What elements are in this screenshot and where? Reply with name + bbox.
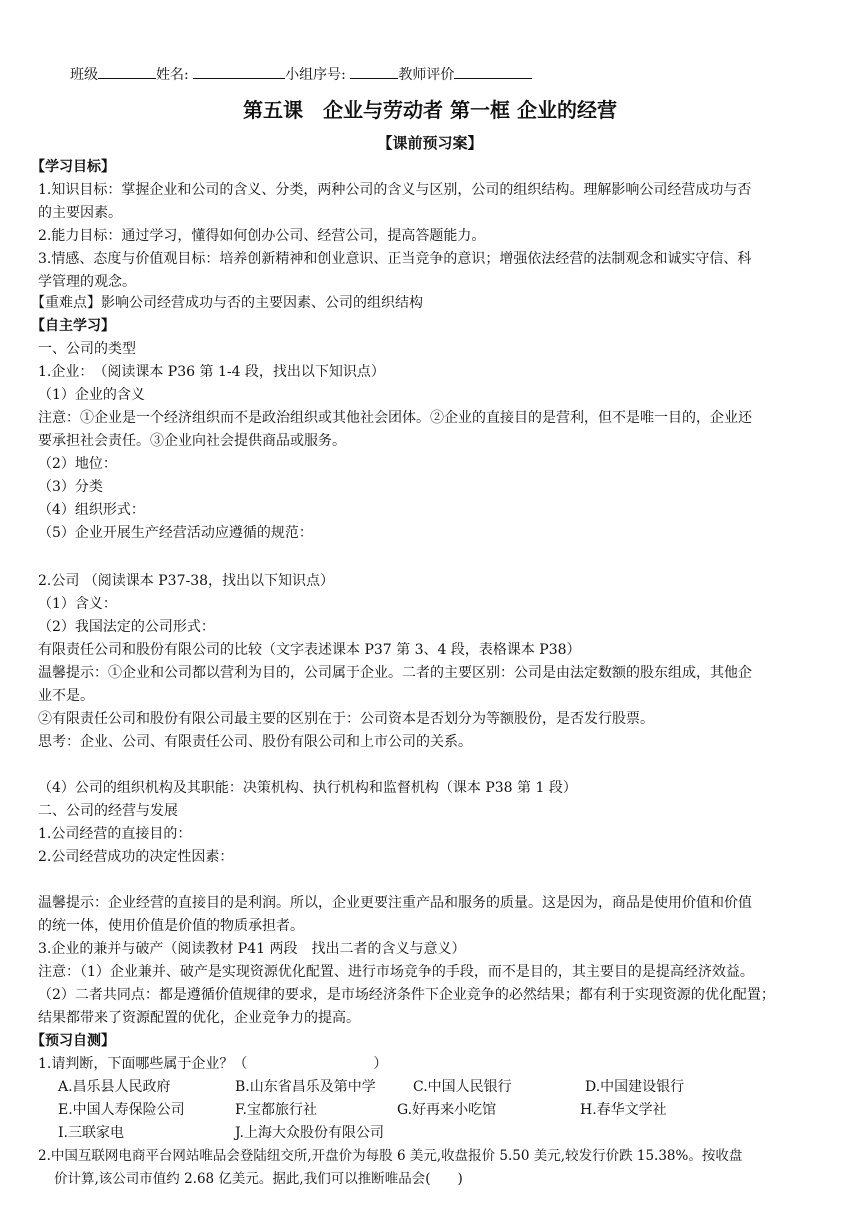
teacher-blank[interactable] bbox=[454, 64, 532, 79]
text-line: 【重难点】影响公司经营成功与否的主要因素、公司的组织结构 bbox=[31, 295, 423, 311]
text-line: （2）二者共同点：都是遵循价值规律的要求，是市场经济条件下企业竞争的必然结果；都有利于实现资源的优化配置； bbox=[38, 987, 775, 1003]
page-subtitle: 【课前预习案】 bbox=[377, 134, 483, 152]
option-j: J.上海大众股份有限公司 bbox=[235, 1125, 384, 1141]
text-line: 学管理的观念。 bbox=[38, 274, 136, 290]
text-line: 1.公司经营的直接目的： bbox=[38, 826, 192, 842]
text-line: （2）地位： bbox=[38, 456, 117, 472]
question-2-line: 2.中国互联网电商平台网站唯品会登陆纽交所,开盘价为每股 6 美元,收盘报价 5.50 美元,较发行价跌 15.38%。按收盘 bbox=[38, 1148, 743, 1164]
text-line: 要承担社会责任。③企业向社会提供商品或服务。 bbox=[38, 433, 346, 449]
page-title: 第五课 企业与劳动者 第一框 企业的经营 bbox=[243, 98, 617, 122]
class-blank[interactable] bbox=[98, 64, 156, 79]
option-d: D.中国建设银行 bbox=[585, 1079, 685, 1095]
option-b: B.山东省昌乐及第中学 bbox=[235, 1079, 376, 1095]
text-line: 结果都带来了资源配置的优化，企业竞争力的提高。 bbox=[38, 1010, 360, 1026]
text-line: 3.企业的兼并与破产（阅读教材 P41 两段 找出二者的含义与意义） bbox=[38, 941, 466, 957]
text-line: 二、公司的经营与发展 bbox=[38, 803, 178, 819]
question-2-line: 价计算,该公司市值约 2.68 亿美元。据此,我们可以推断唯品会( ) bbox=[54, 1171, 463, 1187]
option-c: C.中国人民银行 bbox=[413, 1079, 512, 1095]
text-line: （2）我国法定的公司形式： bbox=[38, 619, 215, 635]
option-i: I.三联家电 bbox=[58, 1125, 124, 1141]
option-a: A.昌乐县人民政府 bbox=[58, 1079, 171, 1095]
text-line: 3.情感、态度与价值观目标：培养创新精神和创业意识、正当竞争的意识；增强依法经营的法制观念和诚实守信、科 bbox=[38, 251, 752, 267]
student-info-header bbox=[70, 64, 532, 85]
text-line: （3）分类 bbox=[38, 479, 103, 495]
text-line: 1.知识目标：掌握企业和公司的含义、分类，两种公司的含义与区别，公司的组织结构。理解影响公司经营成功与否 bbox=[38, 182, 752, 198]
text-line: 温馨提示：①企业和公司都以营利为目的，公司属于企业。二者的主要区别：公司是由法定数额的股东组成，其他企 bbox=[38, 665, 752, 681]
text-line: 业不是。 bbox=[38, 688, 94, 704]
text-line: 思考：企业、公司、有限责任公司、股份有限公司和上市公司的关系。 bbox=[38, 734, 472, 750]
text-line: （4）组织形式： bbox=[38, 502, 145, 518]
name-blank[interactable] bbox=[193, 64, 285, 79]
class-label: 班级 bbox=[70, 67, 98, 83]
text-line: 2.公司 （阅读课本 P37-38，找出以下知识点） bbox=[38, 573, 335, 589]
option-f: F.宝都旅行社 bbox=[235, 1102, 317, 1118]
text-line: 的统一体，使用价值是价值的物质承担者。 bbox=[38, 918, 304, 934]
question-1: 1.请判断，下面哪些属于企业？（ ） bbox=[38, 1056, 388, 1072]
option-h: H.春华文学社 bbox=[580, 1102, 667, 1118]
group-label: 小组序号: bbox=[285, 67, 346, 83]
text-line: （5）企业开展生产经营活动应遵循的规范： bbox=[38, 525, 313, 541]
text-line: 注意：（1）企业兼并、破产是实现资源优化配置、进行市场竞争的手段，而不是目的，其主要目的是提高经济效益。 bbox=[38, 964, 754, 980]
text-line: 2.能力目标：通过学习，懂得如何创办公司、经营公司，提高答题能力。 bbox=[38, 228, 486, 244]
text-line: （1）含义： bbox=[38, 596, 117, 612]
section-heading: 【自主学习】 bbox=[31, 318, 115, 334]
name-label: 姓名: bbox=[156, 67, 189, 83]
text-line: 2.公司经营成功的决定性因素： bbox=[38, 849, 234, 865]
text-line: （1）企业的含义 bbox=[38, 387, 145, 403]
section-heading: 【学习目标】 bbox=[31, 159, 115, 175]
text-line: 1.企业： （阅读课本 P36 第 1-4 段，找出以下知识点） bbox=[38, 364, 385, 380]
text-line: （4）公司的组织机构及其职能：决策机构、执行机构和监督机构（课本 P38 第 1 段） bbox=[38, 780, 577, 796]
text-line: 温馨提示：企业经营的直接目的是利润。所以，企业更要注重产品和服务的质量。这是因为，商品是使用价值和价值 bbox=[38, 895, 752, 911]
section-heading: 【预习自测】 bbox=[31, 1033, 115, 1049]
text-line: ②有限责任公司和股份有限公司最主要的区别在于：公司资本是否划分为等额股份，是否发行股票。 bbox=[38, 711, 654, 727]
group-blank[interactable] bbox=[350, 64, 398, 79]
option-e: E.中国人寿保险公司 bbox=[58, 1102, 185, 1118]
option-g: G.好再来小吃馆 bbox=[397, 1102, 497, 1118]
text-line: 注意：①企业是一个经济组织而不是政治组织或其他社会团体。②企业的直接目的是营利，但不是唯一目的，企业还 bbox=[38, 410, 752, 426]
text-line: 有限责任公司和股份有限公司的比较（文字表述课本 P37 第 3、4 段，表格课本 P38） bbox=[38, 642, 581, 658]
text-line: 一、公司的类型 bbox=[38, 341, 136, 357]
text-line: 的主要因素。 bbox=[38, 205, 122, 221]
teacher-label: 教师评价 bbox=[398, 67, 455, 83]
